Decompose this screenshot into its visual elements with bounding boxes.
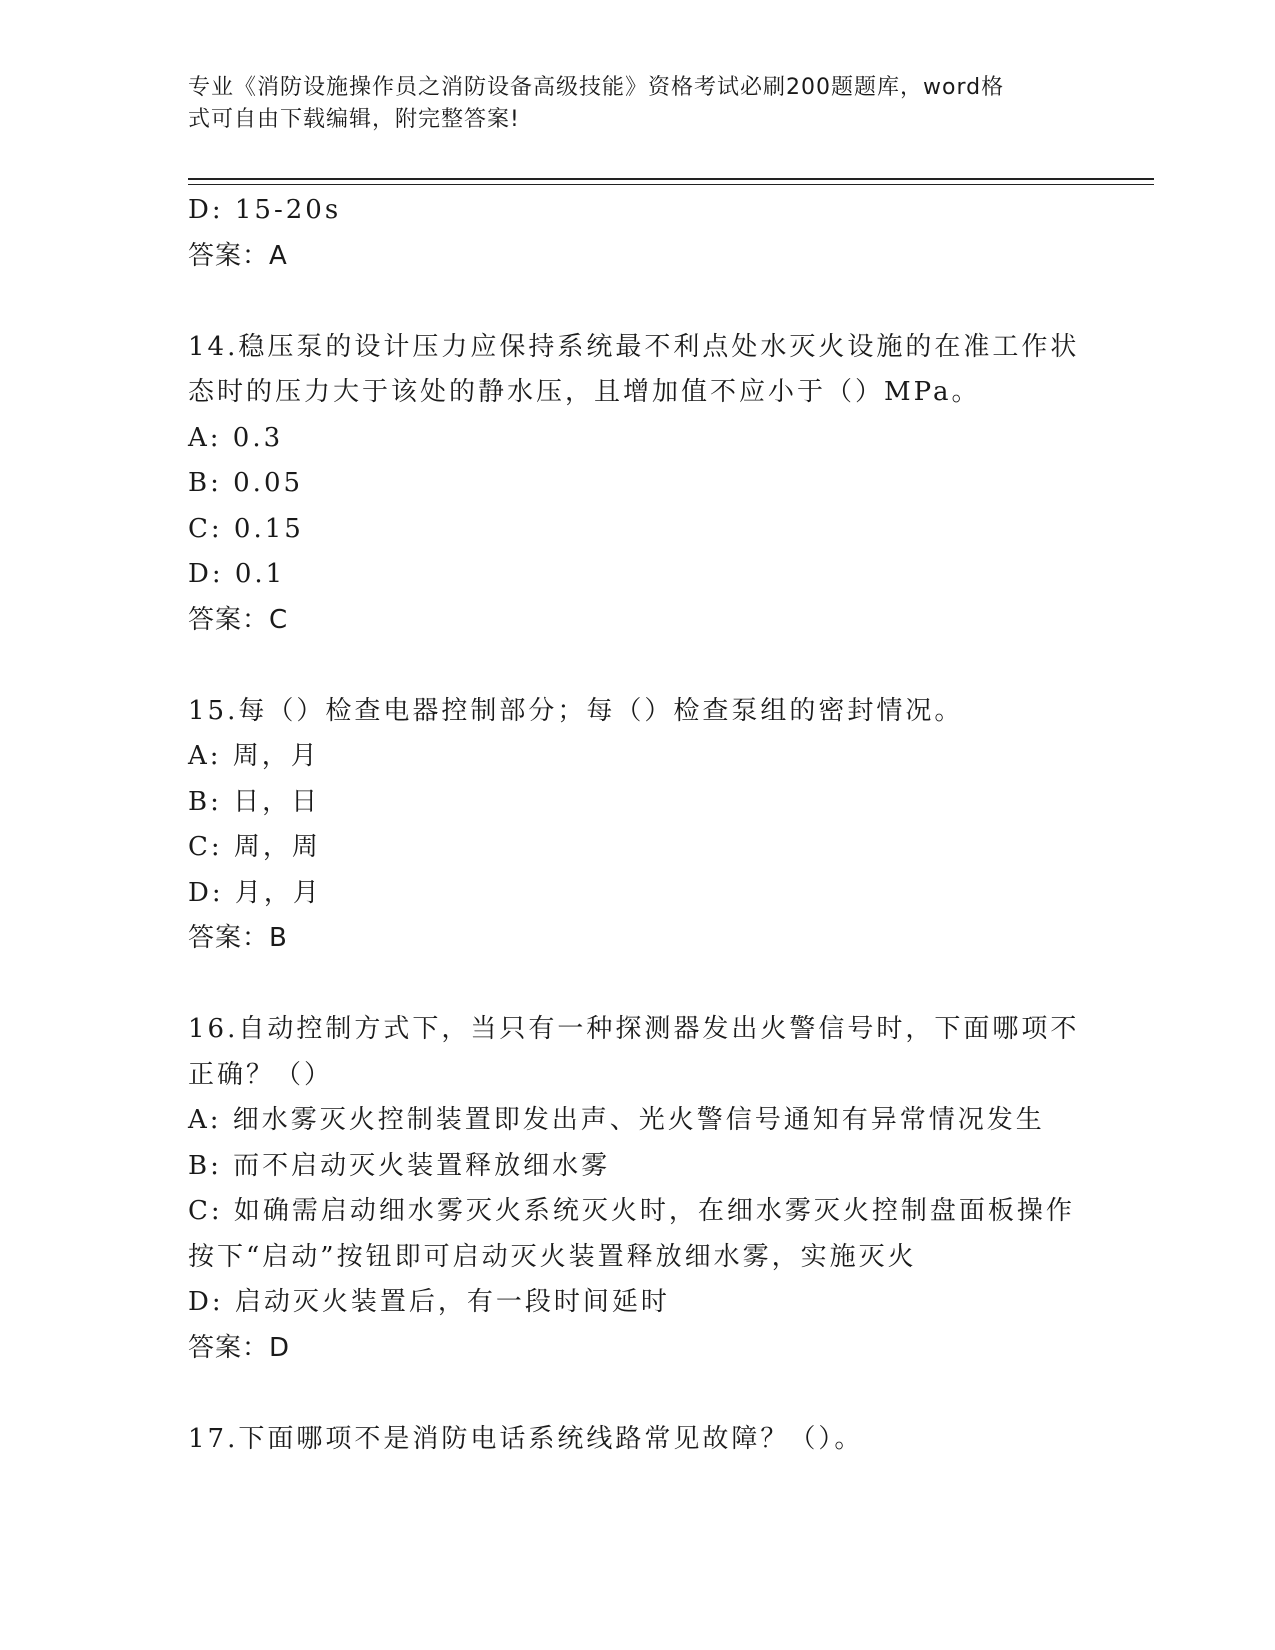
option-b: B: 而不启动灭火装置释放细水雾 bbox=[188, 1150, 611, 1181]
option-c: C: 0.15 bbox=[188, 513, 304, 544]
question-15 bbox=[188, 689, 1088, 962]
option-c-continuation: 按下“启动”按钮即可启动灭火装置释放细水雾，实施灭火 bbox=[188, 1241, 917, 1272]
option-b: B: 0.05 bbox=[188, 468, 304, 498]
option-a: A: 0.3 bbox=[188, 422, 284, 453]
header-line-2: 式可自由下载编辑，附完整答案! bbox=[188, 107, 520, 132]
option-b: B: 日，日 bbox=[188, 786, 321, 817]
header-rule-thick bbox=[188, 178, 1154, 180]
question-16 bbox=[188, 1007, 1088, 1371]
option-c: C: 如确需启动细水雾灭火系统灭火时，在细水雾灭火控制盘面板操作 bbox=[188, 1196, 1075, 1226]
option-d: D: 月，月 bbox=[188, 877, 322, 908]
option-d: D: 0.1 bbox=[188, 559, 286, 589]
option-a: A: 细水雾灭火控制装置即发出声、光火警信号通知有异常情况发生 bbox=[188, 1105, 1045, 1135]
question-14 bbox=[188, 325, 1088, 644]
option-d: D: 15-20s bbox=[188, 195, 342, 225]
question-13-tail bbox=[188, 188, 1088, 279]
question-stem-line: 17.下面哪项不是消防电话系统线路常见故障？（）。 bbox=[188, 1423, 864, 1454]
question-stem-line: 16.自动控制方式下，当只有一种探测器发出火警信号时，下面哪项不 bbox=[188, 1014, 1080, 1044]
header-rule-thin bbox=[188, 184, 1154, 185]
document-header bbox=[188, 72, 1068, 136]
question-list bbox=[188, 188, 1088, 1462]
answer-line: 答案：C bbox=[188, 604, 289, 635]
header-line-1: 专业《消防设施操作员之消防设备高级技能》资格考试必刷200题题库，word格 bbox=[188, 75, 1005, 100]
option-d: D: 启动灭火装置后，有一段时间延时 bbox=[188, 1287, 670, 1317]
option-a: A: 周，月 bbox=[188, 741, 320, 771]
question-stem-line: 15.每（）检查电器控制部分；每（）检查泵组的密封情况。 bbox=[188, 695, 964, 726]
question-stem-line: 正确？（） bbox=[188, 1059, 334, 1090]
question-stem-line: 态时的压力大于该处的静水压，且增加值不应小于（）MPa。 bbox=[188, 377, 981, 407]
question-17 bbox=[188, 1417, 1088, 1463]
answer-line: 答案：D bbox=[188, 1332, 291, 1363]
question-stem-line: 14.稳压泵的设计压力应保持系统最不利点处水灭火设施的在准工作状 bbox=[188, 331, 1080, 362]
answer-line: 答案：B bbox=[188, 923, 288, 953]
option-c: C: 周，周 bbox=[188, 832, 321, 862]
answer-line: 答案：A bbox=[188, 240, 288, 271]
